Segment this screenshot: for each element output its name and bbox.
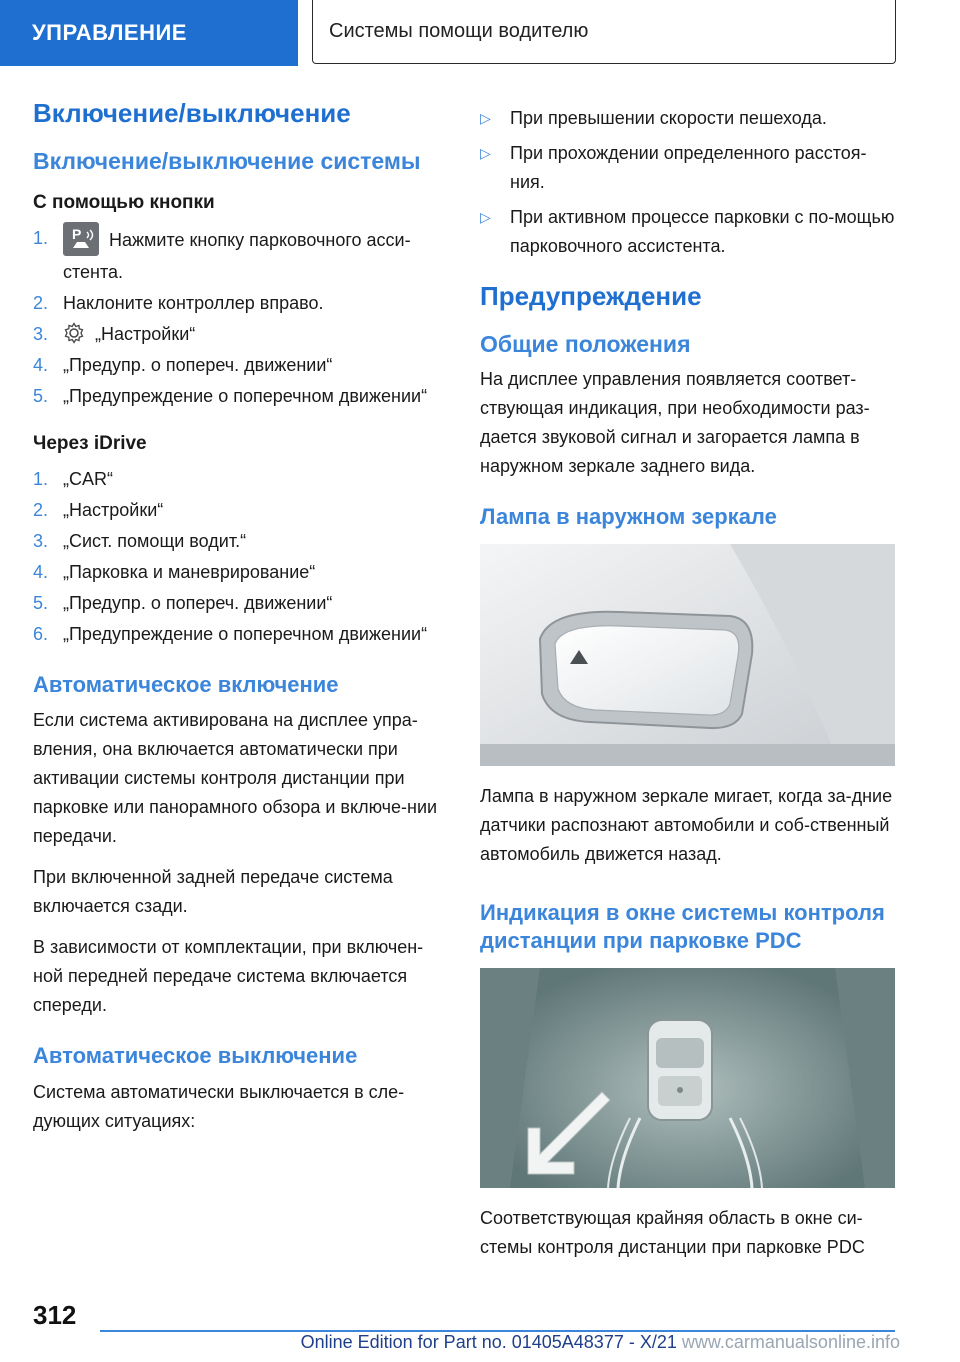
right-column xyxy=(480,104,895,1280)
auto-off-conditions-list xyxy=(480,104,895,261)
pdc-display-image xyxy=(480,968,895,1188)
section-title: Системы помощи водителю xyxy=(329,20,589,42)
triangle-bullet-icon: ▷ xyxy=(480,110,491,126)
gear-icon xyxy=(63,322,85,344)
park-assist-button-icon xyxy=(63,222,99,256)
pdc-caption: Соответствующая крайняя область в окне си-стемы контроля дистанции при парковке PDC xyxy=(480,1208,865,1258)
svg-text:P: P xyxy=(72,225,82,242)
warning-heading: Предупреждение xyxy=(480,281,702,311)
list-item: 3. „Сист. помощи водит.“ xyxy=(33,530,247,551)
triangle-bullet-icon: ▷ xyxy=(480,145,491,161)
list-item: ▷ При превышении скорости пешехода. xyxy=(480,104,895,133)
mirror-lamp-heading: Лампа в наружном зеркале xyxy=(480,503,777,529)
footer-edition: Online Edition for Part no. 01405A48377 - X/21 www.carmanualsonline.info xyxy=(300,1332,900,1352)
general-heading: Общие положения xyxy=(480,331,691,358)
auto-off-paragraph: Система автоматически выключается в сле-дующих ситуациях: xyxy=(33,1081,405,1131)
idrive-method-heading: Через iDrive xyxy=(33,432,147,454)
auto-on-paragraph-3: В зависимости от комплектации, при включен-ной передней передаче система включается спереди. xyxy=(33,937,424,1016)
auto-on-paragraph-2: При включенной задней передаче система включается сзади. xyxy=(33,867,393,917)
list-item: 3. „Настройки“ xyxy=(33,323,196,344)
pdc-heading: Индикация в окне системы контроля дистанции при парковке PDC xyxy=(480,900,885,953)
general-paragraph: На дисплее управления появляется соответ-ствующая индикация, при необходимости раз-дается звуковой сигнал и загорается лампа в наружном зеркале заднего вида. xyxy=(480,368,870,476)
list-item: 1. P Нажмите кнопку парковочного асси-стента. xyxy=(33,224,453,287)
watermark: www.carmanualsonline.info xyxy=(681,1332,900,1352)
section-title-box xyxy=(312,0,896,64)
chapter-label: УПРАВЛЕНИЕ xyxy=(32,20,187,45)
auto-on-paragraph-1: Если система активирована на дисплее упра-вления, она включается автоматически при активации системы контроля дистанции при парковке или панорамного обзора и включе-нии передачи. xyxy=(33,710,438,847)
list-item: 4. „Парковка и маневрирование“ xyxy=(33,561,316,582)
chapter-tab[interactable] xyxy=(0,0,298,66)
page-heading: Включение/выключение xyxy=(33,98,351,128)
idrive-steps-list xyxy=(33,465,453,649)
list-item: 6. „Предупреждение о поперечном движении“ xyxy=(33,623,428,644)
list-item: 4. „Предупр. о попереч. движении“ xyxy=(33,354,333,375)
list-item: 5. „Предупреждение о поперечном движении“ xyxy=(33,385,428,406)
auto-off-heading: Автоматическое выключение xyxy=(33,1043,358,1069)
system-onoff-heading: Включение/выключение системы xyxy=(33,148,421,175)
list-item: ▷ При активном процессе парковки с по-мощью парковочного ассистента. xyxy=(480,203,895,261)
page-number: 312 xyxy=(33,1300,77,1330)
button-method-heading: С помощью кнопки xyxy=(33,191,215,213)
left-column xyxy=(33,98,453,1148)
mirror-lamp-image xyxy=(480,544,895,766)
list-item: 2. „Настройки“ xyxy=(33,499,164,520)
mirror-lamp-caption: Лампа в наружном зеркале мигает, когда за-дние датчики распознают автомобили и соб-ственный автомобиль движется назад. xyxy=(480,786,893,865)
button-steps-list xyxy=(33,224,453,411)
list-item: 2. Наклоните контроллер вправо. xyxy=(33,292,324,313)
auto-on-heading: Автоматическое включение xyxy=(33,671,339,697)
list-item: 1. „CAR“ xyxy=(33,468,113,489)
list-item: 5. „Предупр. о попереч. движении“ xyxy=(33,592,333,613)
triangle-bullet-icon: ▷ xyxy=(480,209,491,225)
list-item: ▷ При прохождении определенного расстоя-ния. xyxy=(480,139,895,197)
